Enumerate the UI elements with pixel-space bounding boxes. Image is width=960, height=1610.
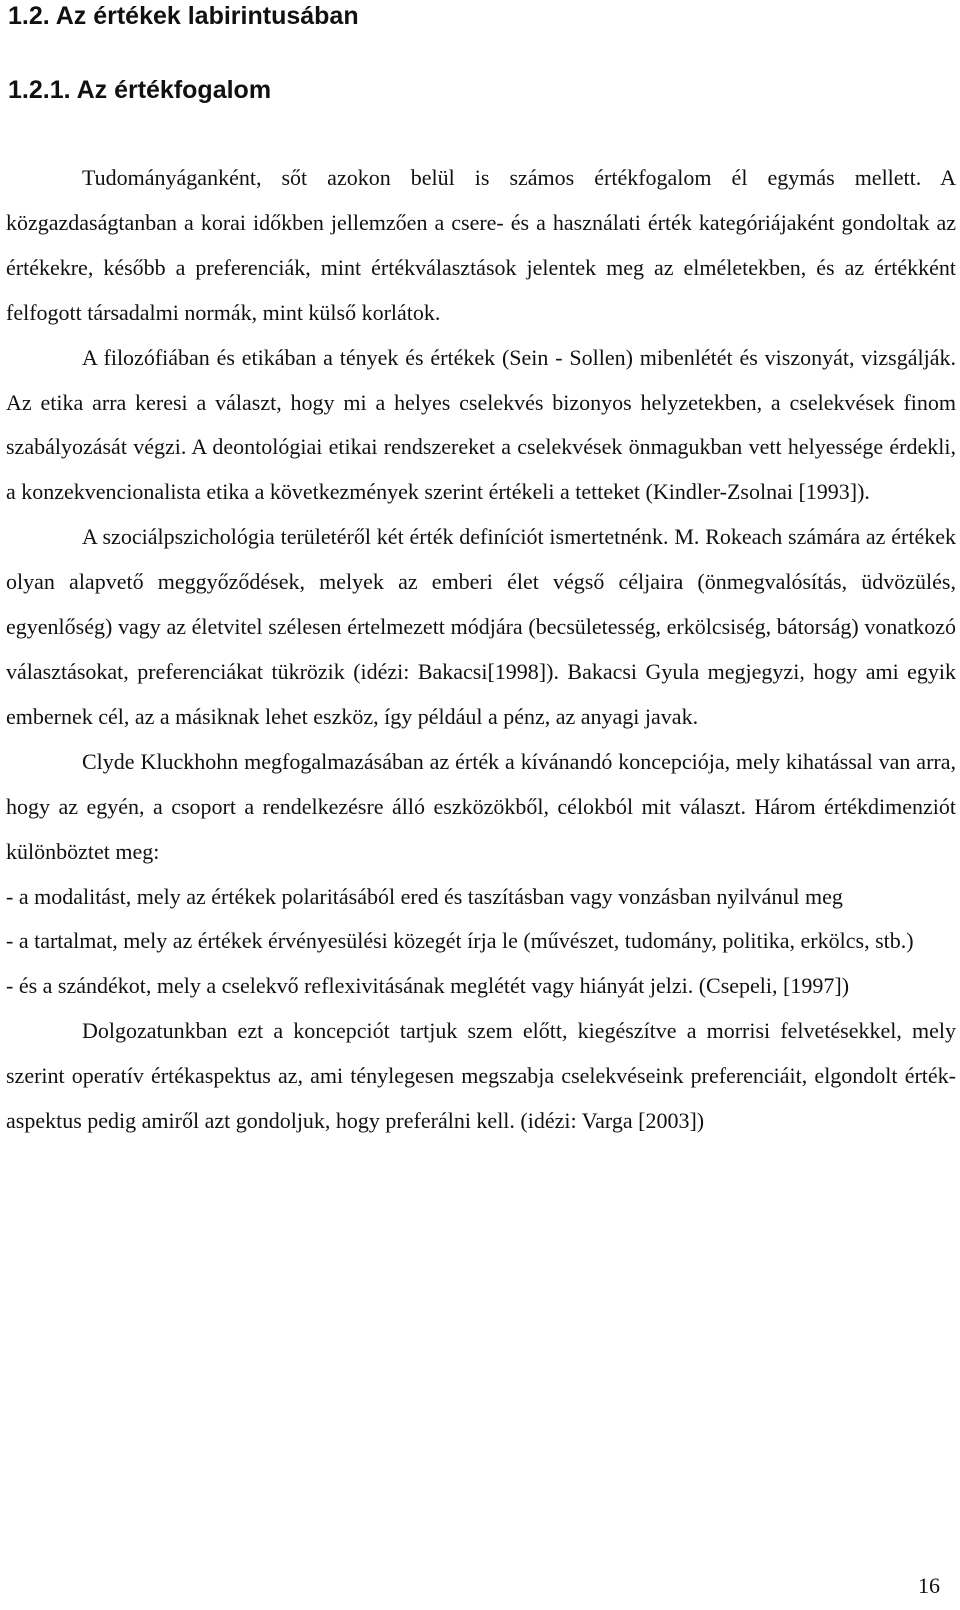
paragraph-philosophy: A filozófiában és etikában a tények és értékek (Sein - Sollen) mibenlétét és viszonyát, vizsgálják. Az etika arra keresi a választ, hogy mi a helyes cselekvés bizonyos helyzetekben, a cselekvések finom szabályozását végzi. A deontológiai etikai rendszereket a cselekvések önmagukban vett helyessége érdekli, a konzekvencionalista etika a következmények szerint értékeli a tetteket (Kindler-Zsolnai [1993]). [6,344,956,505]
paragraph-intro: Tudományáganként, sőt azokon belül is számos értékfogalom él egymás mellett. A közgazdaságtanban a korai időkben jellemzően a csere- és a használati érték kategóriájaként gondoltak az értékekre, később a preferenciák, mint értékválasztások jelentek meg az elméletekben, és az értékként felfogott társadalmi normák, mint külső korlátok. [6,165,956,325]
body-text [6,156,956,1144]
paragraph-social-psychology: A szociálpszichológia területéről két érték definíciót ismertetnénk. M. Rokeach számára az értékek olyan alapvető meggyőződések, melyek az emberi élet végső céljaira (önmegvalósítás, üdvözülés, egyenlőség) vagy az életvitel szélesen értelmezett módjára (becsületesség, erkölcsiség, bátorság) vonatkozó választásokat, preferenciákat tükrözik (idézi: Bakacsi[1998]). Bakacsi Gyula megjegyzi, hogy ami egyik embernek cél, az a másiknak lehet eszköz, így például a pénz, az anyagi javak. [6,524,956,729]
paragraph-kluckhohn: Clyde Kluckhohn megfogalmazásában az érték a kívánandó koncepciója, mely kihatással van arra, hogy az egyén, a csoport a rendelkezésre álló eszközökből, célokból mit választ. Három értékdimenziót különböztet meg: [6,748,956,864]
list-item-intention: - és a szándékot, mely a cselekvő reflexivitásának meglétét vagy hiányát jelzi. (Csepeli, [1997]) [6,973,850,999]
section-heading: 1.2. Az értékek labirintusában [8,2,359,30]
paragraph-conclusion: Dolgozatunkban ezt a koncepciót tartjuk szem előtt, kiegészítve a morrisi felvetésekkel, mely szerint operatív értékaspektus az, ami ténylegesen megszabja cselekvéseink preferenciáit, elgondolt érték-aspektus pedig amiről azt gondoljuk, hogy preferálni kell. (idézi: Varga [2003]) [6,1018,956,1134]
list-item-content: - a tartalmat, mely az értékek érvényesülési közegét írja le (művészet, tudomány, politika, erkölcs, stb.) [6,928,914,954]
page-number: 16 [918,1573,940,1598]
list-item-modality: - a modalitást, mely az értékek polaritásából ered és taszításban vagy vonzásban nyilvánul meg [6,883,843,909]
subsection-heading: 1.2.1. Az értékfogalom [8,76,272,104]
